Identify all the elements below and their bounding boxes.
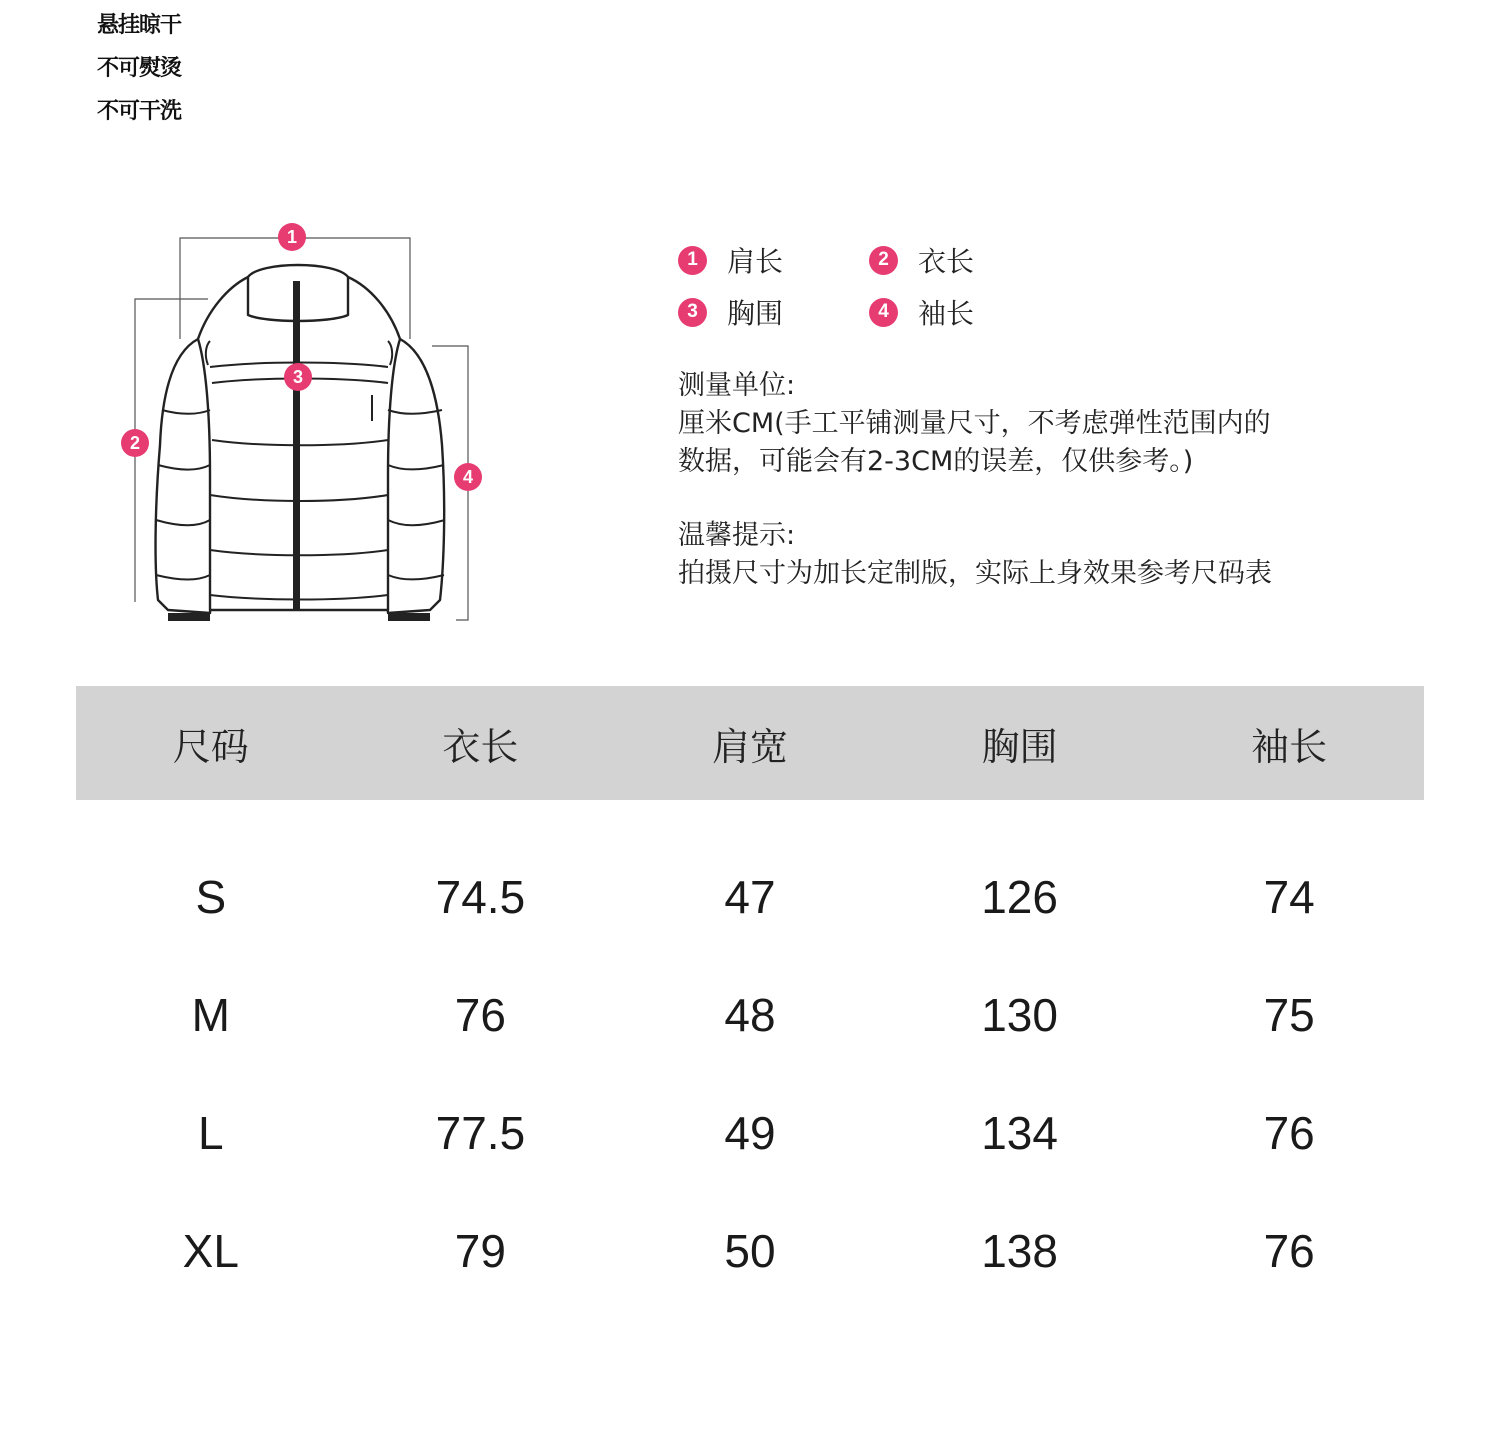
table-row — [76, 1192, 1424, 1310]
measurement-legend — [676, 236, 1096, 346]
header-size: 尺码 — [76, 686, 346, 800]
table-cell: XL — [182, 1225, 239, 1277]
table-cell: 126 — [981, 871, 1058, 923]
table-cell: 49 — [724, 1107, 776, 1159]
care-no-iron: 不可熨烫 — [97, 56, 182, 81]
legend-label: 衣长 — [918, 245, 975, 278]
header-sleeve: 袖长 — [1154, 686, 1424, 800]
unit-line-2: 数据，可能会有2-3CM的误差，仅供参考。) — [678, 446, 1194, 477]
svg-text:1: 1 — [286, 227, 298, 247]
badge-3-icon: 3 — [678, 298, 707, 327]
table-cell: 76 — [454, 989, 506, 1041]
unit-title: 测量单位: — [678, 370, 796, 401]
unit-line-1: 厘米CM(手工平铺测量尺寸，不考虑弹性范围内的 — [678, 408, 1271, 439]
table-cell: 79 — [454, 1225, 506, 1277]
zipper — [293, 281, 300, 611]
jacket-diagram — [110, 215, 510, 635]
legend-label: 胸围 — [727, 297, 784, 330]
table-cell: 76 — [1263, 1107, 1315, 1159]
header-chest: 胸围 — [885, 686, 1155, 800]
table-cell: 48 — [724, 989, 776, 1041]
table-cell: 75 — [1263, 989, 1315, 1041]
legend-item-sleeve — [869, 292, 974, 332]
badge-4-icon: 4 — [869, 298, 898, 327]
legend-label: 肩长 — [727, 245, 784, 278]
table-cell: 130 — [981, 989, 1058, 1041]
legend-item-shoulder — [678, 240, 783, 280]
svg-text:4: 4 — [462, 467, 474, 487]
svg-text:2: 2 — [129, 433, 141, 453]
table-row — [76, 838, 1424, 956]
measurement-notes — [678, 367, 1398, 593]
care-hang-dry: 悬挂晾干 — [97, 13, 182, 38]
table-cell: 76 — [1263, 1225, 1315, 1277]
legend-item-chest — [678, 292, 783, 332]
table-cell: 50 — [724, 1225, 776, 1277]
svg-text:3: 3 — [292, 367, 304, 387]
left-sleeve — [156, 339, 213, 613]
legend-item-length — [869, 240, 974, 280]
table-cell: 47 — [724, 871, 776, 923]
table-header-row — [76, 686, 1424, 800]
table-cell: 74.5 — [435, 871, 526, 923]
header-length: 衣长 — [346, 686, 616, 800]
table-cell: 74 — [1263, 871, 1315, 923]
table-cell: 134 — [981, 1107, 1058, 1159]
tip-text: 拍摄尺寸为加长定制版，实际上身效果参考尺码表 — [678, 558, 1272, 589]
table-cell: L — [198, 1107, 224, 1159]
header-shoulder: 肩宽 — [615, 686, 885, 800]
size-chart-table — [76, 686, 1424, 1310]
badge-1-icon: 1 — [678, 246, 707, 275]
right-sleeve — [385, 339, 444, 613]
care-instructions — [97, 4, 181, 133]
care-no-dryclean: 不可干洗 — [97, 99, 182, 124]
table-cell: S — [195, 871, 227, 923]
table-row — [76, 956, 1424, 1074]
table-cell: M — [191, 989, 230, 1041]
table-cell: 77.5 — [435, 1107, 526, 1159]
table-row — [76, 1074, 1424, 1192]
legend-label: 袖长 — [918, 297, 975, 330]
badge-2-icon: 2 — [869, 246, 898, 275]
table-cell: 138 — [981, 1225, 1058, 1277]
tip-title: 温馨提示: — [678, 520, 796, 551]
